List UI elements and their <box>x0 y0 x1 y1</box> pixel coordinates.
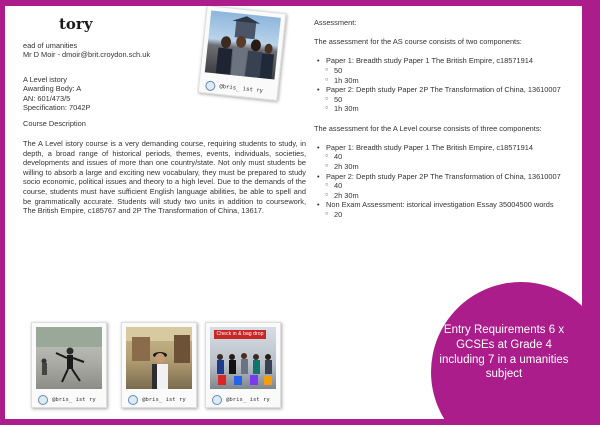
list-item: ○ 1h 30m <box>314 76 579 86</box>
course-description: The A Level istory course is a very demanding course, requiring students to study, in depth, a broad range of historical periods, themes, events, individuals, societies, developments and issues of more than one country/state. Not only must students be willing to absorb a large and exciting new vocabulary, they must be prepared to study socio economic, political issues and theory to a high level. Due to the demands of the course, students must have sufficient English language abilities, be able to spell and be grammatically accurate. Students will study two units in addition to coursework, The British Empire, c185767 and 2P The Transformation of China, 13617. <box>23 139 306 216</box>
list-item: ○ 40 <box>314 181 579 191</box>
student-photo <box>126 327 192 389</box>
qan-code: AN: 601/473/5 <box>23 93 71 103</box>
list-item: • Paper 1: Breadth study Paper 1 The British Empire, c18571914 <box>314 56 579 66</box>
photo-caption: @bris_ ist ry <box>205 80 264 96</box>
list-item: ○ 50 <box>314 66 579 76</box>
list-item: ○ 1h 30m <box>314 104 579 114</box>
list-item: ○ 40 <box>314 152 579 162</box>
department-block <box>23 41 150 60</box>
group-illustration <box>205 11 281 80</box>
photo-caption: @bris_ ist ry <box>128 395 186 405</box>
course-level: A Level istory <box>23 75 67 84</box>
awarding-body: Awarding Body: A <box>23 84 82 94</box>
entry-requirements-text: Entry Requirements 6 x GCSEs at Grade 4 including 7 in a umanities subject <box>439 324 569 381</box>
school-logo-icon <box>128 395 138 405</box>
list-item: • Paper 1: Breadth study Paper 1 The British Empire, c18571914 <box>314 143 579 153</box>
course-meta-block <box>23 75 90 113</box>
assessment-heading: Assessment: <box>314 18 357 27</box>
student-illustration <box>126 327 192 389</box>
description-heading: Course Description <box>23 119 86 128</box>
tai-chi-illustration <box>36 327 102 389</box>
polaroid-top <box>198 6 287 101</box>
department-name: ead of umanities <box>23 41 78 50</box>
assessment-section <box>314 18 579 229</box>
check-in-sign: Check in & bag drop <box>214 330 266 339</box>
a-level-components <box>314 143 579 220</box>
list-item: ○ 20 <box>314 210 579 220</box>
school-logo-icon <box>38 395 48 405</box>
tai-chi-photo <box>36 327 102 389</box>
photo-caption: @bris_ ist ry <box>212 395 270 405</box>
list-item: • Non Exam Assessment: istorical investigation Essay 35004500 words <box>314 200 579 210</box>
list-item: • Paper 2: Depth study Paper 2P The Transformation of China, 13610007 <box>314 172 579 182</box>
group-photo <box>205 11 281 80</box>
list-item: ○ 2h 30m <box>314 191 579 201</box>
airport-photo <box>210 327 276 389</box>
department-contact: Mr D Moir - dmoir@brit.croydon.sch.uk <box>23 50 151 60</box>
school-logo-icon <box>212 395 222 405</box>
page-title: tory <box>59 15 93 33</box>
a-level-intro: The assessment for the A Level course consists of three components: <box>314 123 542 133</box>
list-item: ○ 2h 30m <box>314 162 579 172</box>
list-item: • Paper 2: Depth study Paper 2P The Transformation of China, 13610007 <box>314 85 579 95</box>
polaroid-bottom-1 <box>31 322 107 408</box>
list-item: ○ 50 <box>314 95 579 105</box>
document-page <box>5 6 582 419</box>
airport-illustration <box>210 327 276 389</box>
polaroid-bottom-2 <box>121 322 197 408</box>
specification-code: Specification: 7042P <box>23 103 91 113</box>
as-intro: The assessment for the AS course consists of two components: <box>314 37 522 47</box>
polaroid-bottom-3 <box>205 322 281 408</box>
as-components <box>314 56 579 114</box>
school-logo-icon <box>205 80 216 91</box>
photo-caption: @bris_ ist ry <box>38 395 96 405</box>
